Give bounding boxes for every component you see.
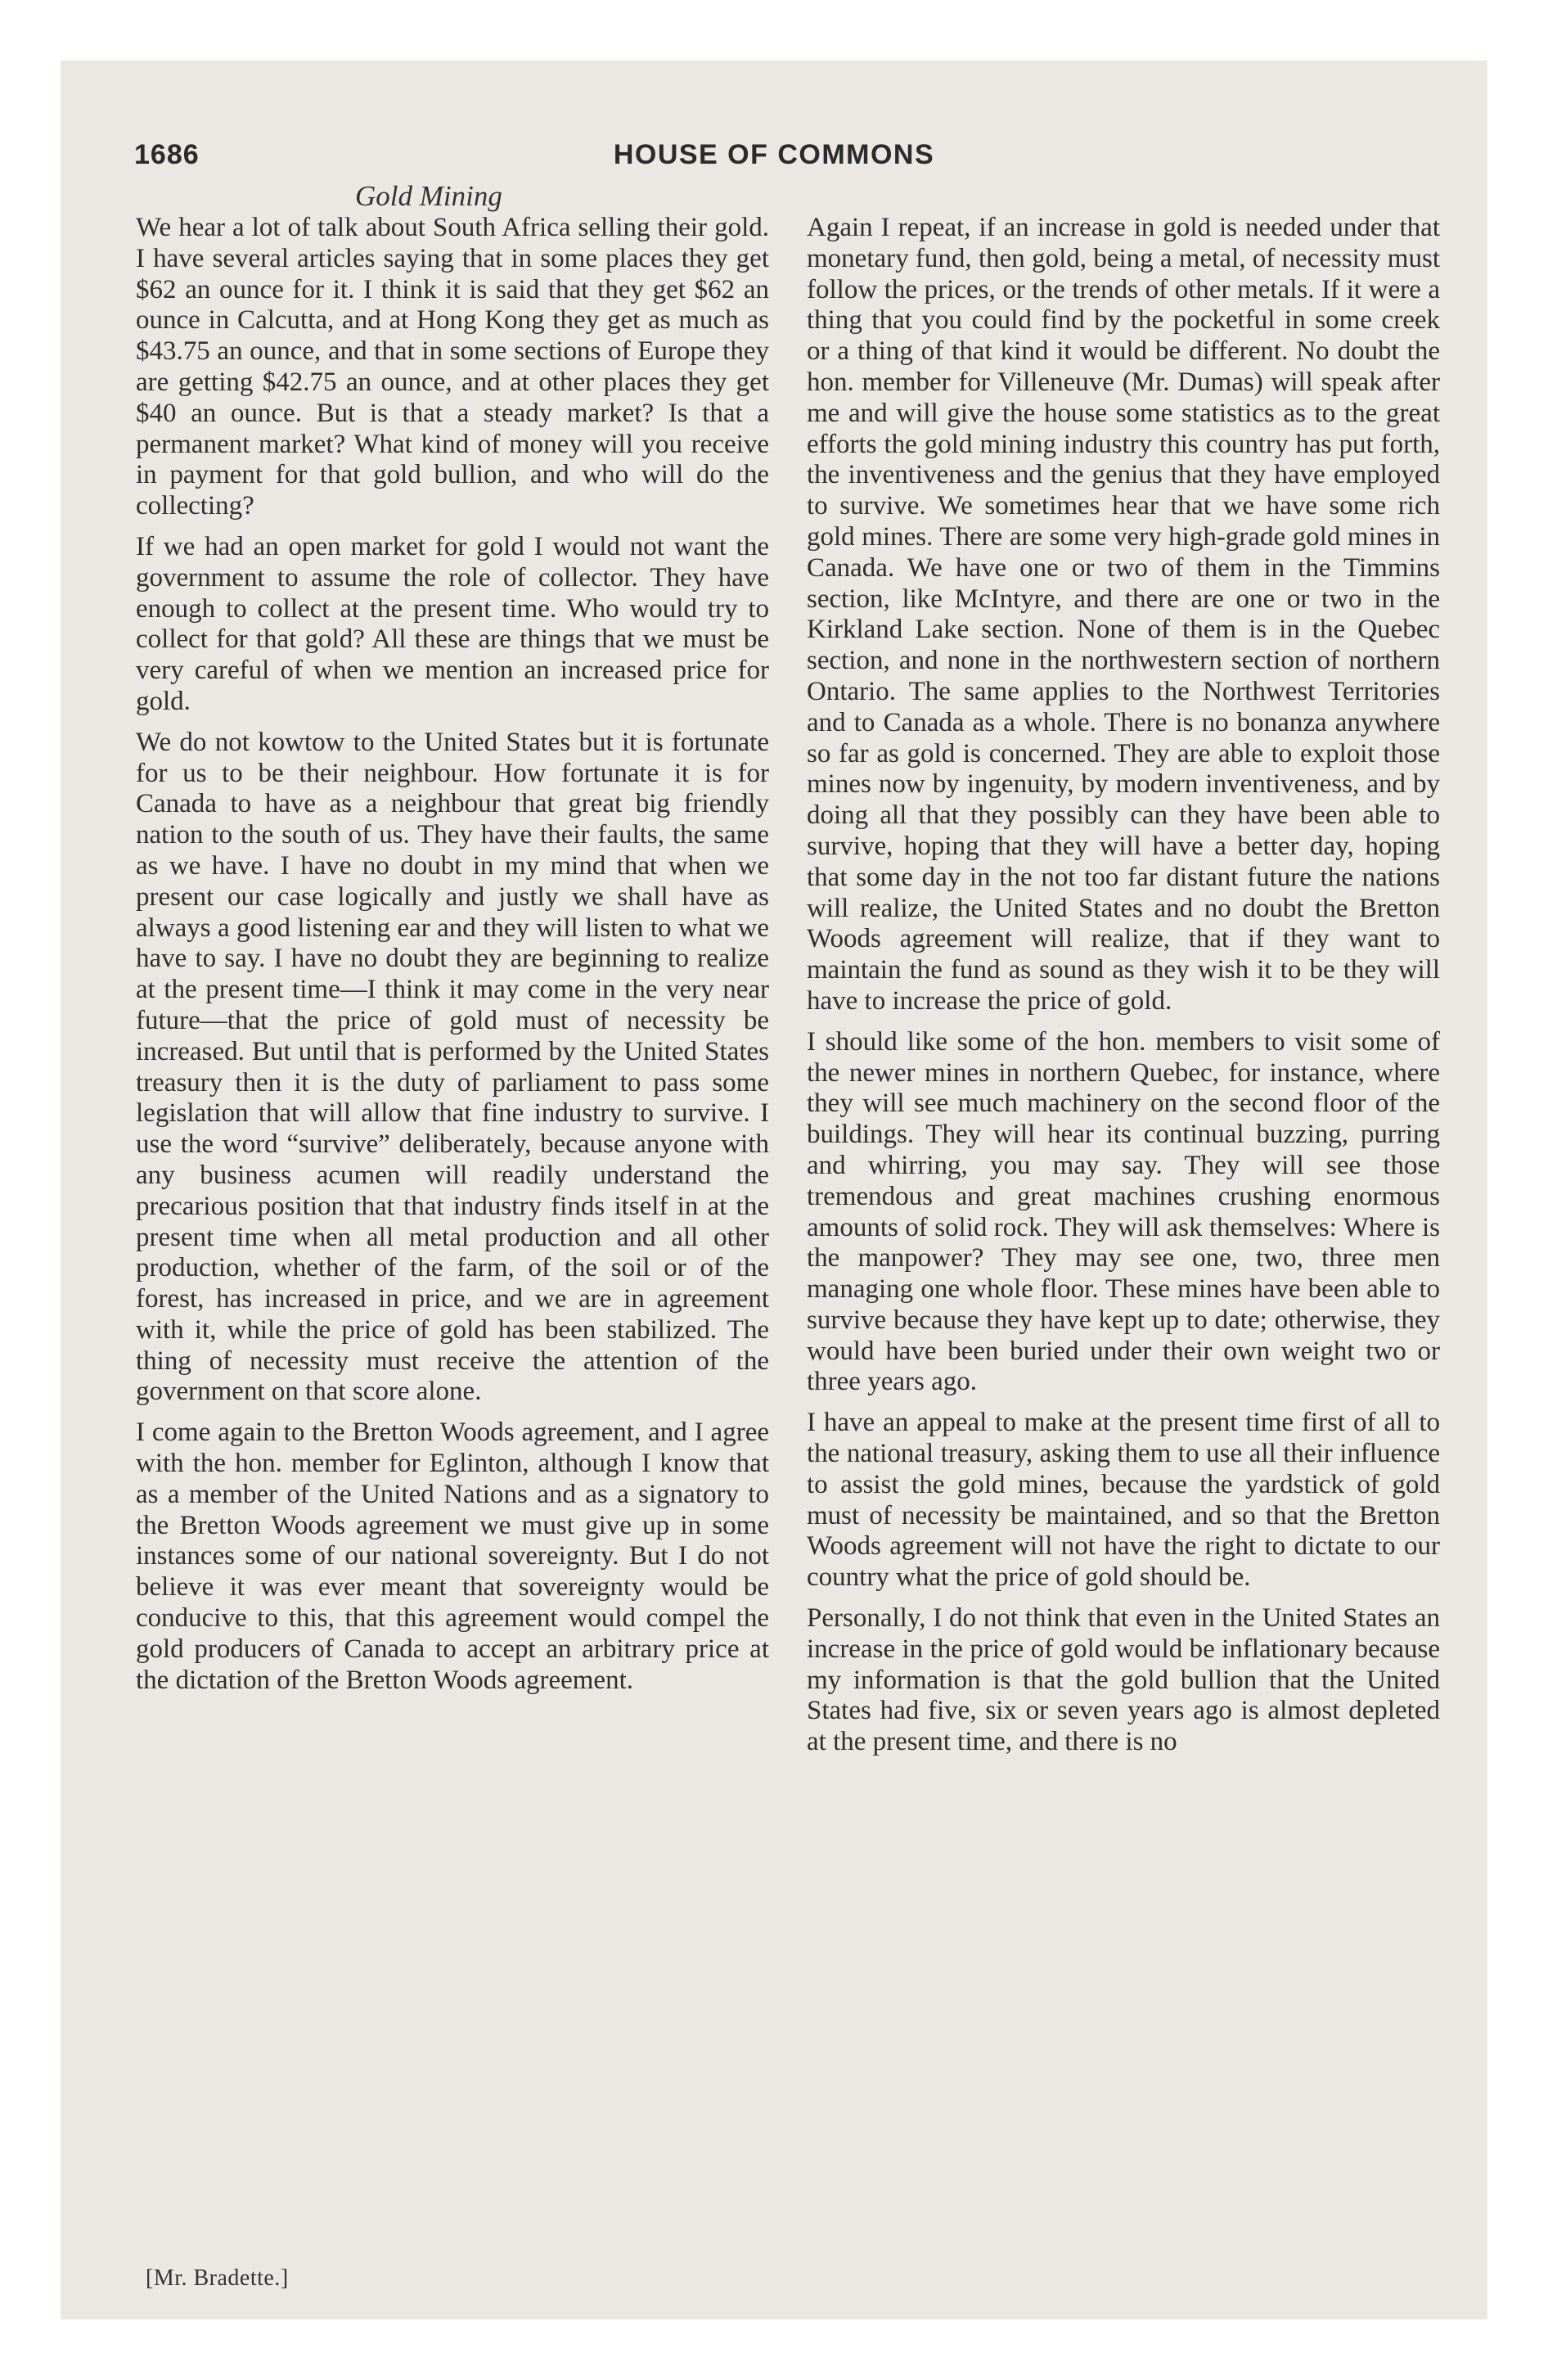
paragraph: Again I repeat, if an increase in gold is needed under that monetary fund, then gold, being a metal, of necessity must follow the prices, or the trends of other metals. If it were a thing that you could find by the pocketful in some creek or a thing of that kind it would be different. No doubt the hon. member for Villeneuve (Mr. Dumas) will speak after me and will give the house some statistics as to the great efforts the gold mining industry this country has put forth, the inventiveness and the genius that they have employed to survive. We sometimes hear that we have some rich gold mines. There are some very high-grade gold mines in Canada. We have one or two of them in the Timmins section, like McIntyre, and there are one or two in the Kirkland Lake section. None of them is in the Quebec section, and none in the northwestern section of northern Ontario. The same applies to the Northwest Territories and to Canada as a whole. There is no bonanza anywhere so far as gold is concerned. They are able to exploit those mines now by ingenuity, by modern inventiveness, and by doing all that they possibly can they have been able to survive, hoping that they will have a better day, hoping that some day in the not too far distant future the nations will realize, the United States and no doubt the Bretton Woods agreement will realize, that if they want to maintain the fund as sound as they wish it to be they will have to increase the price of gold. [807,213,1440,1016]
section-title: Gold Mining [355,180,502,212]
page-number: 1686 [134,139,200,170]
paragraph: Personally, I do not think that even in the United States an increase in the price of gold would be inflationary because my information is that the gold bullion that the United States had five, six or seven years ago is almost depleted at the present time, and there is no [807,1603,1440,1757]
paragraph: I come again to the Bretton Woods agreement, and I agree with the hon. member for Eglinton, although I know that as a member of the United Nations and as a signatory to the Bretton Woods agreement we must give up in some instances some of our national sovereignty. But I do not believe it was ever meant that sovereignty would be conducive to this, that this agreement would compel the gold producers of Canada to accept an arbitrary price at the dictation of the Bretton Woods agreement. [136,1418,769,1695]
paragraph: I should like some of the hon. members to visit some of the newer mines in northern Quebec, for instance, where they will see much machinery on the second floor of the buildings. They will hear its continual buzzing, purring and whirring, you may say. They will see those tremendous and great machines crushing enormous amounts of solid rock. They will ask themselves: Where is the manpower? They may see one, two, three men managing one whole floor. These mines have been able to survive because they have kept up to date; otherwise, they would have been buried under their own weight two or three years ago. [807,1026,1440,1397]
paragraph: We do not kowtow to the United States but it is fortunate for us to be their neighbour. How fortunate it is for Canada to have as a neighbour that great big friendly nation to the south of us. They have their faults, the same as we have. I have no doubt in my mind that when we present our case logically and justly we shall have as always a good listening ear and they will listen to what we have to say. I have no doubt they are beginning to realize at the present time—I think it may come in the very near future—that the price of gold must of necessity be increased. But until that is performed by the United States treasury then it is the duty of parliament to pass some legislation that will allow that fine industry to survive. I use the word “survive” deliberately, because anyone with any business acumen will readily understand the precarious position that that industry finds itself in at the present time when all metal production and all other production, whether of the farm, of the soil or of the forest, has increased in price, and we are in agreement with it, while the price of gold has been stabilized. The thing of necessity must receive the attention of the government on that score alone. [136,727,769,1407]
right-column [807,213,1440,1768]
speaker-note: [Mr. Bradette.] [146,2265,289,2291]
paragraph: We hear a lot of talk about South Africa selling their gold. I have several articles saying that in some places they get $62 an ounce for it. I think it is said that they get $62 an ounce in Calcutta, and at Hong Kong they get as much as $43.75 an ounce, and that in some sections of Europe they are getting $42.75 an ounce, and at other places they get $40 an ounce. But is that a steady market? Is that a permanent market? What kind of money will you receive in payment for that gold bullion, and who will do the collecting? [136,213,769,521]
paragraph: If we had an open market for gold I would not want the government to assume the role of collector. They have enough to collect at the present time. Who would try to collect for that gold? All these are things that we must be very careful of when we mention an increased price for gold. [136,531,769,716]
page-sheet [61,61,1487,2319]
running-head: HOUSE OF COMMONS [613,139,935,170]
paragraph: I have an appeal to make at the present time first of all to the national treasury, asking them to use all their influence to assist the gold mines, because the yardstick of gold must of necessity be maintained, and so that the Bretton Woods agreement will not have the right to dictate to our country what the price of gold should be. [807,1408,1440,1593]
left-column [136,213,769,1706]
